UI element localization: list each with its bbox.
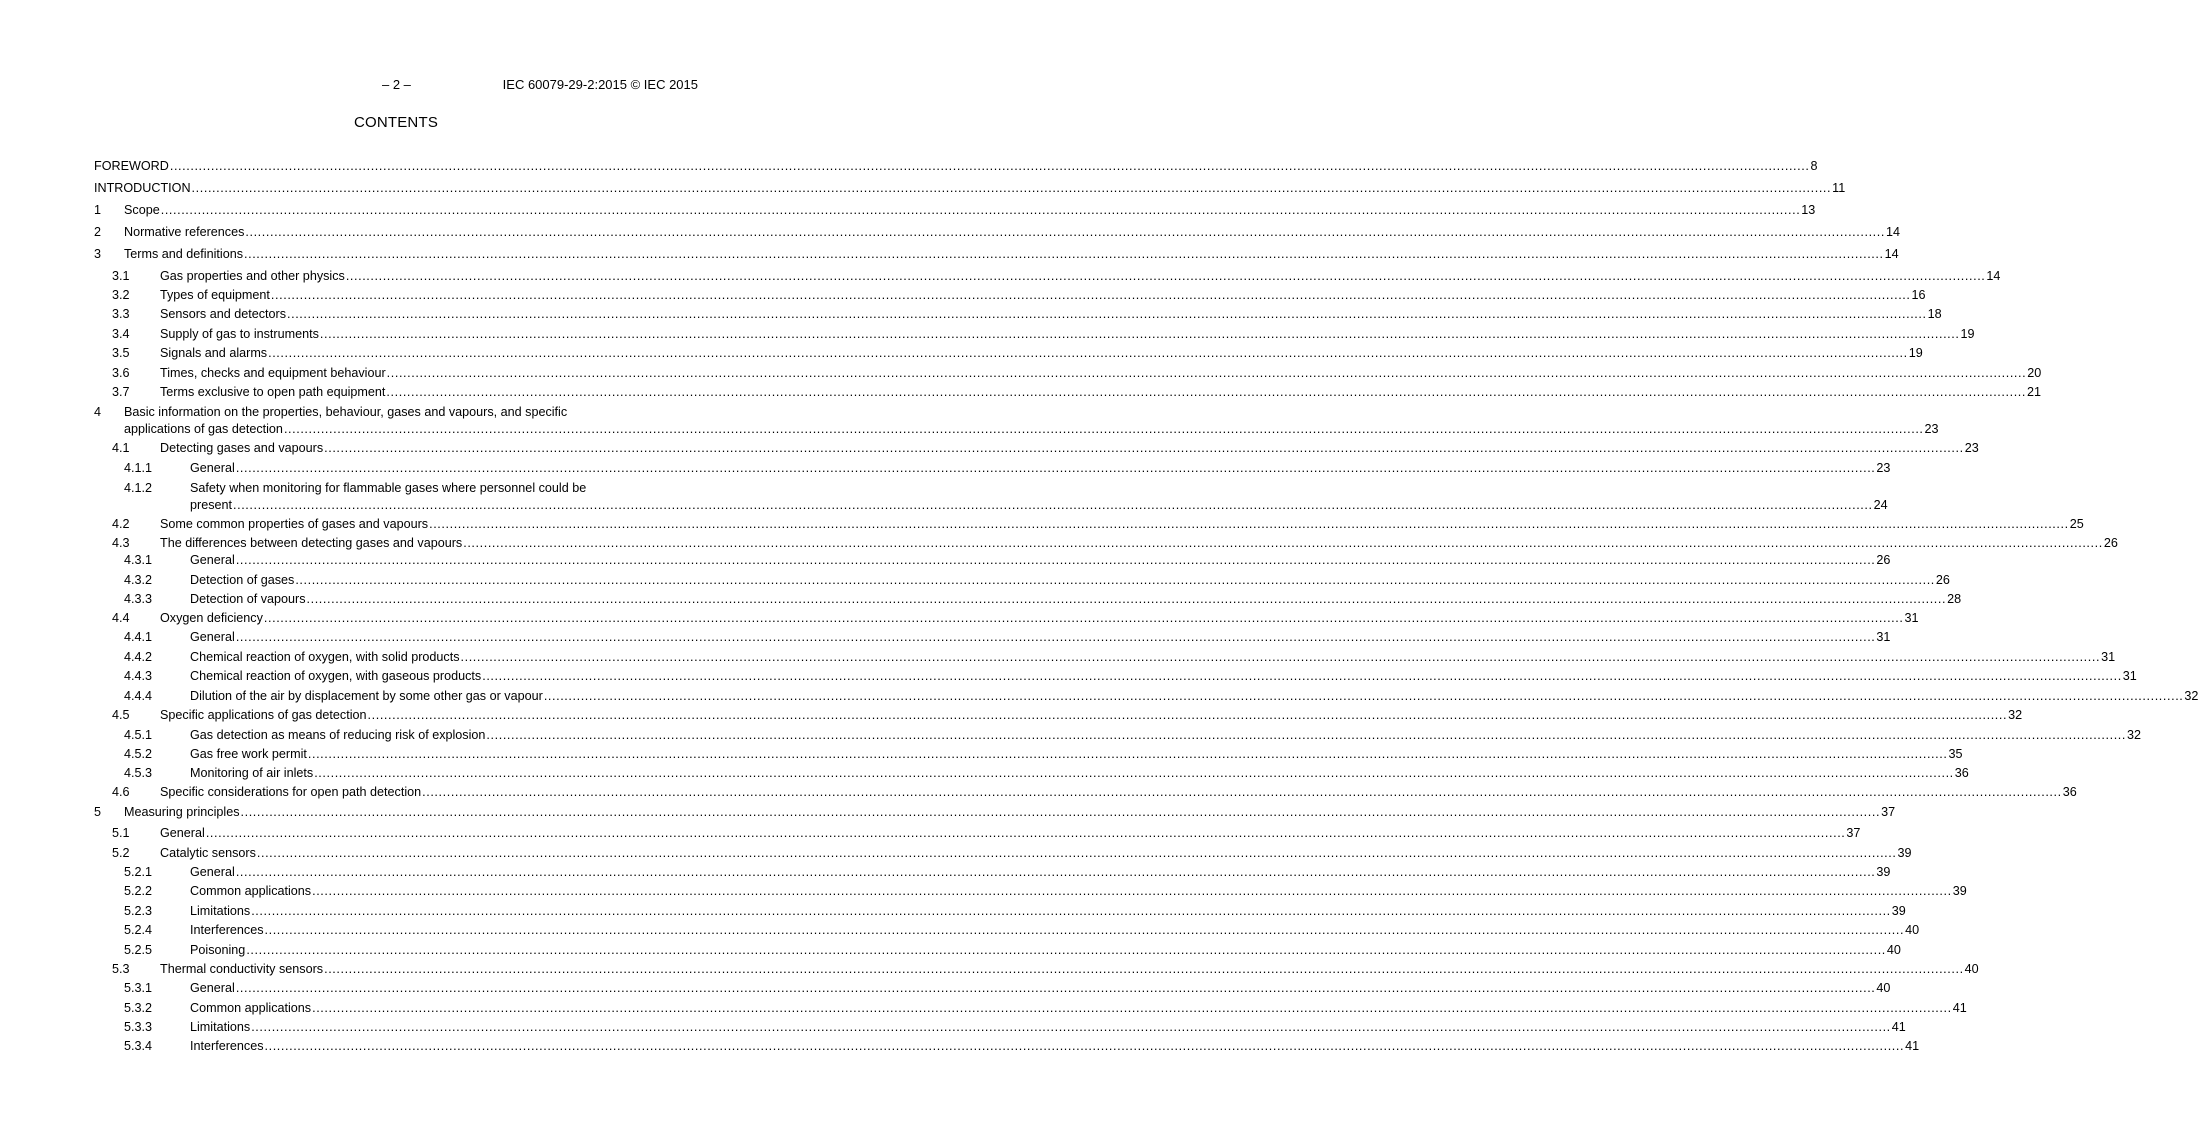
toc-entry-page: 39 [1897,846,1912,860]
toc-entry[interactable] [94,591,1962,608]
dot-leader: ................................................................................................................................................................................................................................................................................................................................................................................................................ [306,592,1947,606]
toc-entry-number: 3.4 [112,327,130,341]
toc-entry-page: 14 [1884,247,1899,261]
toc-entry-number: 5.3.1 [124,981,153,995]
toc-entry-number: 4.5.3 [124,766,153,780]
toc-entry[interactable] [94,404,1939,438]
toc-entry-page: 36 [2062,785,2077,799]
dot-leader: ................................................................................................................................................................................................................................................................................................................................................................................................................ [235,865,1876,879]
toc-entry-page: 28 [1947,592,1962,606]
toc-entry-page: 19 [1908,346,1923,360]
toc-entry[interactable] [94,365,2042,382]
toc-entry-page: 19 [1960,327,1975,341]
toc-entry-number: 5.3 [112,962,130,976]
toc-entry[interactable] [94,707,2023,724]
dot-leader: ................................................................................................................................................................................................................................................................................................................................................................................................................ [386,366,2027,380]
toc-entry[interactable] [94,765,1969,782]
toc-entry-page: 40 [1905,923,1920,937]
page-number: – 2 – [382,77,411,92]
toc-entry[interactable] [94,535,2118,552]
toc-entry-number: 5.3.2 [124,1001,153,1015]
toc-entry-number: 4.1 [112,441,130,455]
dot-leader: ................................................................................................................................................................................................................................................................................................................................................................................................................ [268,346,1908,360]
toc-entry-number: 4.4.2 [124,650,153,664]
dot-leader: ................................................................................................................................................................................................................................................................................................................................................................................................................ [324,962,1964,976]
toc-entry-number: 4.5.1 [124,728,153,742]
toc-entry[interactable] [94,688,2198,705]
toc-entry-page: 36 [1954,766,1969,780]
toc-entry-title: Limitations [190,904,251,918]
toc-entry-page: 31 [2101,650,2116,664]
toc-entry[interactable] [94,980,1891,997]
toc-entry[interactable] [94,268,2001,285]
toc-entry[interactable] [94,727,2142,744]
toc-entry-number: 4.4.4 [124,689,153,703]
toc-entry-number: 3.1 [112,269,130,283]
toc-entry-title: Sensors and detectors [160,307,287,321]
toc-entry-title: Some common properties of gases and vapours [160,517,429,531]
dot-leader: ................................................................................................................................................................................................................................................................................................................................................................................................................ [314,766,1954,780]
toc-entry[interactable] [94,1038,1920,1055]
toc-entry[interactable] [94,552,1891,569]
toc-entry-number: 5.1 [112,826,130,840]
dot-leader: ................................................................................................................................................................................................................................................................................................................................................................................................................ [482,669,2122,683]
toc-entry-page: 40 [1886,943,1901,957]
toc-entry-page: 31 [1904,611,1919,625]
toc-entry-title: Monitoring of air inlets [190,766,314,780]
toc-entry[interactable] [94,845,1912,862]
toc-entry-page: 32 [2127,728,2142,742]
dot-leader: ................................................................................................................................................................................................................................................................................................................................................................................................................ [319,327,1960,341]
toc-entry-title: Common applications [190,1001,312,1015]
toc-entry[interactable] [94,922,1920,939]
toc-entry-page: 21 [2027,385,2042,399]
toc-entry-number: 4.4.3 [124,669,153,683]
toc-entry-number: 3 [94,247,102,261]
dot-leader: ................................................................................................................................................................................................................................................................................................................................................................................................................ [191,181,1832,195]
toc-entry-title: Types of equipment [160,288,270,302]
toc-entry[interactable] [94,629,1891,646]
toc-entry-page: 31 [1876,630,1891,644]
dot-leader: ................................................................................................................................................................................................................................................................................................................................................................................................................ [486,728,2126,742]
toc-entry-page: 41 [1952,1001,1967,1015]
dot-leader: ................................................................................................................................................................................................................................................................................................................................................................................................................ [422,785,2062,799]
toc-entry-title: Thermal conductivity sensors [160,962,324,976]
toc-entry-number: 5.2.1 [124,865,153,879]
dot-leader: ................................................................................................................................................................................................................................................................................................................................................................................................................ [205,826,1846,840]
toc-entry-page: 39 [1876,865,1891,879]
toc-entry-title: INTRODUCTION [94,181,191,195]
toc-entry-title: Supply of gas to instruments [160,327,319,341]
toc-entry-page: 20 [2027,366,2042,380]
toc-entry-page: 14 [1885,225,1900,239]
toc-entry-number: 5.2.4 [124,923,153,937]
toc-entry-title: Gas free work permit [190,747,307,761]
toc-entry[interactable] [94,480,1888,514]
toc-entry-page: 26 [1935,573,1950,587]
toc-entry-number: 5.2.5 [124,943,153,957]
toc-entry[interactable] [94,864,1891,881]
toc-entry-title: General [190,553,235,567]
standard-reference: IEC 60079-29-2:2015 © IEC 2015 [502,77,698,92]
toc-entry-title: General [160,826,205,840]
toc-entry-number: 5.2 [112,846,130,860]
toc-entry-title: Terms exclusive to open path equipment [160,385,386,399]
toc-entry-page: 14 [1986,269,2001,283]
toc-entry-number: 5.3.4 [124,1039,153,1053]
toc-entry-number: 3.2 [112,288,130,302]
dot-leader: ................................................................................................................................................................................................................................................................................................................................................................................................................ [270,288,1911,302]
toc-entry-title: Measuring principles [124,805,240,819]
toc-entry-page: 32 [2184,689,2198,703]
toc-entry-number: 4.3.2 [124,573,153,587]
dot-leader: ................................................................................................................................................................................................................................................................................................................................................................................................................ [256,846,1897,860]
toc-entry-page: 23 [1924,422,1939,436]
dot-leader: ................................................................................................................................................................................................................................................................................................................................................................................................................ [367,708,2008,722]
toc-entry-title: FOREWORD [94,159,169,173]
toc-entry-title: Detection of vapours [190,592,306,606]
toc-entry-title: General [190,461,235,475]
toc-entry[interactable] [94,202,1816,219]
dot-leader: ................................................................................................................................................................................................................................................................................................................................................................................................................ [307,747,1948,761]
toc-entry-title: Dilution of the air by displacement by some other gas or vapour [190,689,543,703]
toc-entry-page: 31 [2122,669,2137,683]
toc-entry[interactable] [94,883,1967,900]
toc-entry-title: Scope [124,203,160,217]
toc-entry[interactable] [94,1000,1967,1017]
toc-entry-number: 5 [94,805,102,819]
toc-entry-title: Gas properties and other physics [160,269,345,283]
toc-entry-title: Times, checks and equipment behaviour [160,366,386,380]
toc-entry-page: 26 [2103,536,2118,550]
toc-entry-number: 4.1.1 [124,461,153,475]
toc-entry-number: 4.1.2 [124,481,153,495]
toc-entry[interactable] [94,961,1979,978]
toc-entry-number: 3.5 [112,346,130,360]
toc-entry-title: Chemical reaction of oxygen, with solid products [190,650,460,664]
dot-leader: ................................................................................................................................................................................................................................................................................................................................................................................................................ [460,650,2101,664]
dot-leader: ................................................................................................................................................................................................................................................................................................................................................................................................................ [240,805,1881,819]
toc-entry-title: present [190,498,233,512]
dot-leader: ................................................................................................................................................................................................................................................................................................................................................................................................................ [263,611,1904,625]
toc-entry[interactable] [94,384,2042,401]
toc-entry-title: General [190,630,235,644]
toc-entry-page: 39 [1891,904,1906,918]
dot-leader: ................................................................................................................................................................................................................................................................................................................................................................................................................ [543,689,2184,703]
toc-entry[interactable] [94,572,1950,589]
toc-entry-title: Gas detection as means of reducing risk of explosion [190,728,486,742]
toc-entry-number: 4.6 [112,785,130,799]
toc-entry-title: Normative references [124,225,245,239]
toc-entry-title: Common applications [190,884,312,898]
toc-entry[interactable] [94,668,2137,685]
toc-entry-page: 40 [1876,981,1891,995]
toc-entry-page: 18 [1927,307,1942,321]
toc-entry-title: Signals and alarms [160,346,268,360]
toc-entry-number: 4.3.1 [124,553,153,567]
dot-leader: ................................................................................................................................................................................................................................................................................................................................................................................................................ [463,536,2103,550]
toc-entry-page: 23 [1964,441,1979,455]
toc-entry[interactable] [94,804,1896,821]
toc-entry[interactable] [94,746,1963,763]
dot-leader: ................................................................................................................................................................................................................................................................................................................................................................................................................ [429,517,2069,531]
toc-entry[interactable] [94,158,1818,175]
toc-entry-number: 5.2.3 [124,904,153,918]
dot-leader: ................................................................................................................................................................................................................................................................................................................................................................................................................ [235,981,1876,995]
toc-entry[interactable] [94,516,2084,533]
toc-entry-page: 24 [1873,498,1888,512]
dot-leader: ................................................................................................................................................................................................................................................................................................................................................................................................................ [264,1039,1905,1053]
toc-entry[interactable] [94,224,1900,241]
toc-entry-number: 5.2.2 [124,884,153,898]
dot-leader: ................................................................................................................................................................................................................................................................................................................................................................................................................ [324,441,1964,455]
toc-entry[interactable] [94,649,2116,666]
toc-entry-number: 4 [94,405,102,419]
toc-entry-page: 32 [2008,708,2023,722]
toc-entry[interactable] [94,326,1975,343]
toc-entry-title: Poisoning [190,943,246,957]
dot-leader: ................................................................................................................................................................................................................................................................................................................................................................................................................ [264,923,1905,937]
toc-entry-title: Limitations [190,1020,251,1034]
toc-entry[interactable] [94,784,2077,801]
toc-entry[interactable] [94,942,1901,959]
toc-entry-page: 40 [1964,962,1979,976]
toc-entry-page: 25 [2069,517,2084,531]
toc-entry-number: 3.3 [112,307,130,321]
toc-entry-title: Specific considerations for open path detection [160,785,422,799]
toc-entry-number: 5.3.3 [124,1020,153,1034]
dot-leader: ................................................................................................................................................................................................................................................................................................................................................................................................................ [283,422,1924,436]
toc-entry-page: 23 [1876,461,1891,475]
toc-entry-page: 26 [1876,553,1891,567]
toc-entry-title: Interferences [190,1039,264,1053]
toc-entry-number: 1 [94,203,102,217]
toc-entry-title: Detecting gases and vapours [160,441,324,455]
dot-leader: ................................................................................................................................................................................................................................................................................................................................................................................................................ [245,225,1885,239]
toc-entry-page: 35 [1948,747,1963,761]
toc-entry[interactable] [94,903,1906,920]
toc-entry-number: 4.4 [112,611,130,625]
dot-leader: ................................................................................................................................................................................................................................................................................................................................................................................................................ [251,904,1891,918]
toc-entry-page: 37 [1846,826,1861,840]
toc-entry-number: 4.2 [112,517,130,531]
dot-leader: ................................................................................................................................................................................................................................................................................................................................................................................................................ [312,884,1952,898]
toc-entry-page: 37 [1881,805,1896,819]
toc-entry-number: 3.6 [112,366,130,380]
toc-entry[interactable] [94,1019,1906,1036]
toc-entry-number: 4.5.2 [124,747,153,761]
toc-entry-number: 3.7 [112,385,130,399]
toc-entry-page: 11 [1832,181,1846,195]
dot-leader: ................................................................................................................................................................................................................................................................................................................................................................................................................ [244,247,1884,261]
dot-leader: ................................................................................................................................................................................................................................................................................................................................................................................................................ [235,630,1876,644]
toc-entry-page: 16 [1911,288,1926,302]
dot-leader: ................................................................................................................................................................................................................................................................................................................................................................................................................ [295,573,1935,587]
toc-entry-title: Interferences [190,923,264,937]
dot-leader: ................................................................................................................................................................................................................................................................................................................................................................................................................ [251,1020,1891,1034]
toc-entry[interactable] [94,246,1899,263]
toc-entry-page: 39 [1952,884,1967,898]
page-header [94,77,698,93]
toc-entry-title: General [190,981,235,995]
toc-entry-title: General [190,865,235,879]
toc-entry[interactable] [94,345,1923,362]
dot-leader: ................................................................................................................................................................................................................................................................................................................................................................................................................ [246,943,1886,957]
dot-leader: ................................................................................................................................................................................................................................................................................................................................................................................................................ [160,203,1801,217]
dot-leader: ................................................................................................................................................................................................................................................................................................................................................................................................................ [235,461,1876,475]
toc-entry-title: The differences between detecting gases and vapours [160,536,463,550]
toc-entry[interactable] [94,306,1942,323]
dot-leader: ................................................................................................................................................................................................................................................................................................................................................................................................................ [287,307,1927,321]
toc-entry[interactable] [94,825,1861,842]
toc-entry-number: 4.3 [112,536,130,550]
toc-entry-title: Detection of gases [190,573,295,587]
toc-entry-title-first-line: Basic information on the properties, behaviour, gases and vapours, and specific [124,405,568,419]
toc-entry[interactable] [94,180,1846,197]
toc-entry[interactable] [94,460,1891,477]
toc-entry[interactable] [94,287,1926,304]
toc-entry-title-first-line: Safety when monitoring for flammable gases where personnel could be [190,481,587,495]
toc-entry-number: 2 [94,225,102,239]
toc-entry-title: applications of gas detection [124,422,283,436]
dot-leader: ................................................................................................................................................................................................................................................................................................................................................................................................................ [235,553,1876,567]
toc-entry-page: 41 [1891,1020,1906,1034]
toc-entry-title: Catalytic sensors [160,846,256,860]
toc-entry-number: 4.5 [112,708,130,722]
toc-entry-title: Terms and definitions [124,247,244,261]
toc-entry-title: Chemical reaction of oxygen, with gaseous products [190,669,482,683]
dot-leader: ................................................................................................................................................................................................................................................................................................................................................................................................................ [312,1001,1952,1015]
dot-leader: ................................................................................................................................................................................................................................................................................................................................................................................................................ [386,385,2026,399]
toc-entry-page: 41 [1905,1039,1920,1053]
toc-entry-title: Oxygen deficiency [160,611,263,625]
dot-leader: ................................................................................................................................................................................................................................................................................................................................................................................................................ [233,498,1873,512]
toc-entry-number: 4.4.1 [124,630,153,644]
toc-entry[interactable] [94,610,1919,627]
contents-title: CONTENTS [353,114,439,131]
toc-entry[interactable] [94,440,1979,457]
toc-entry-page: 13 [1801,203,1816,217]
dot-leader: ................................................................................................................................................................................................................................................................................................................................................................................................................ [169,159,1810,173]
toc-entry-title: Specific applications of gas detection [160,708,367,722]
toc-entry-number: 4.3.3 [124,592,153,606]
dot-leader: ................................................................................................................................................................................................................................................................................................................................................................................................................ [345,269,1986,283]
toc-entry-page: 8 [1810,159,1818,173]
